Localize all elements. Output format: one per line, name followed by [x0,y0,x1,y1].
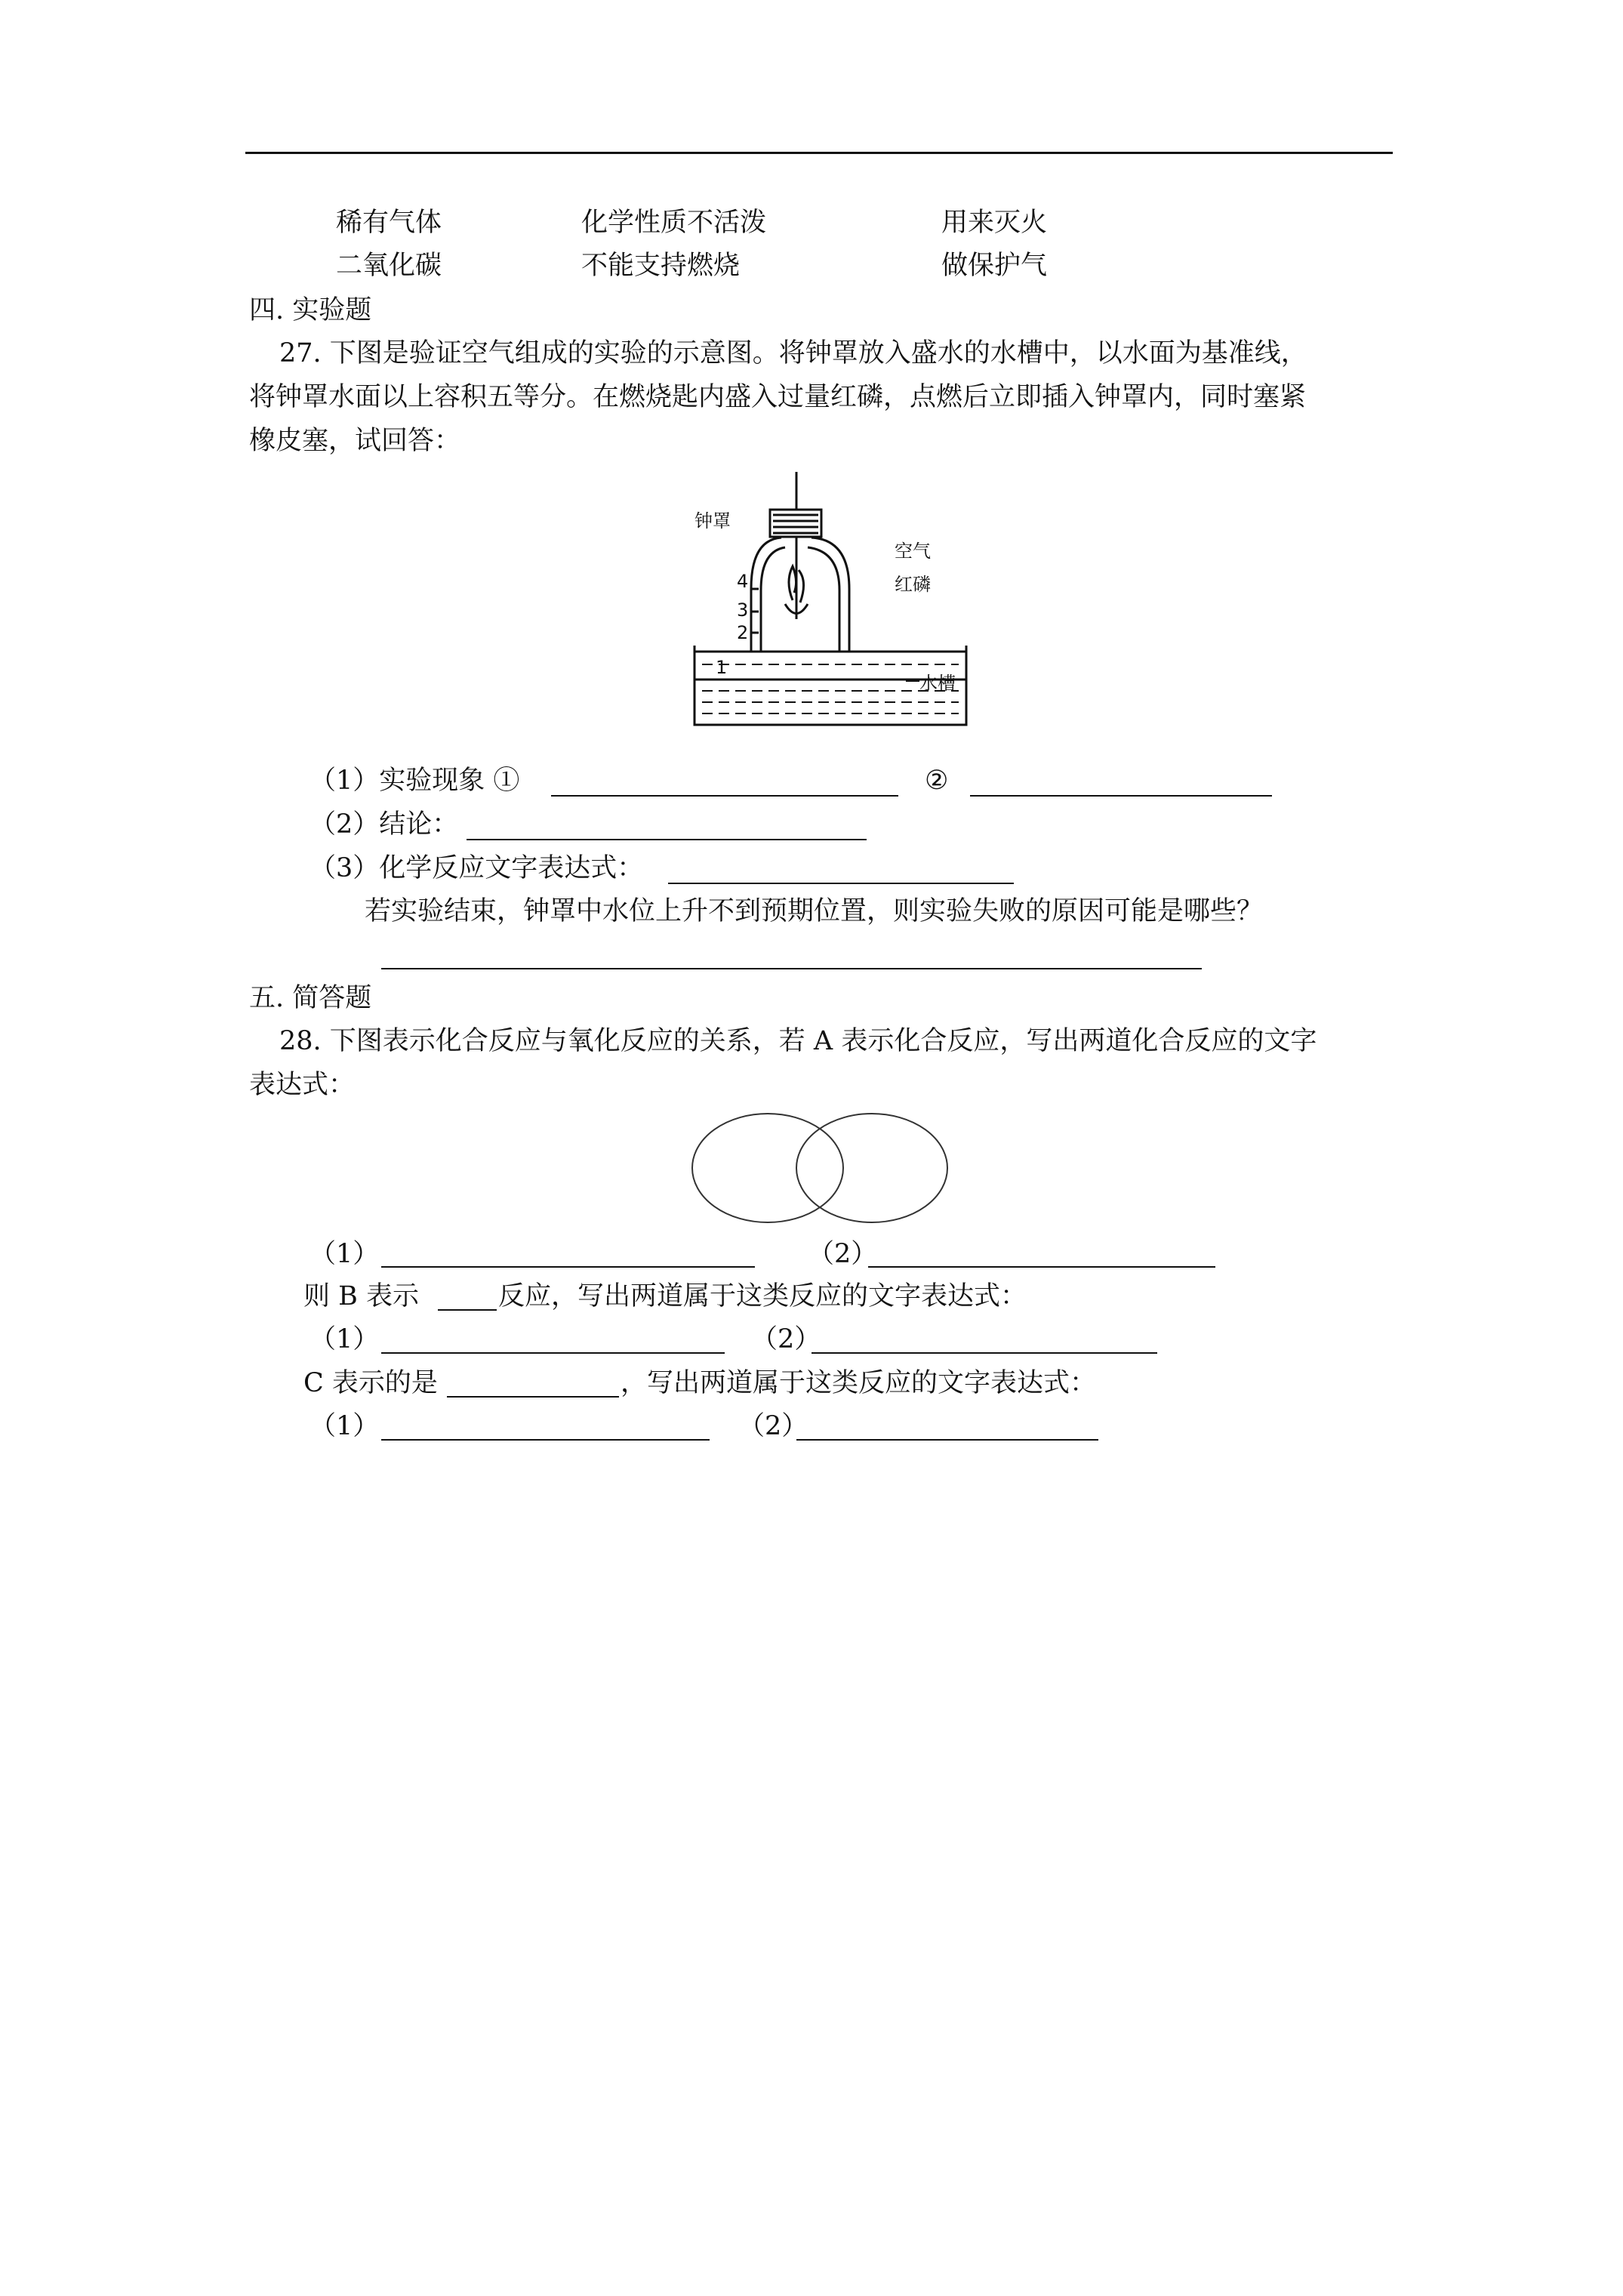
bell-jar-diagram [679,468,1004,755]
answer-label: ② [925,766,949,796]
label-phosphorus: 红磷 [895,574,931,595]
label-trough: 水槽 [919,673,956,694]
answer-label: （2）结论： [310,809,459,840]
table-cell-use: 做保护气 [941,251,1048,281]
answer-label: 则 B 表示 [303,1281,419,1311]
answer-blank[interactable] [668,883,1014,884]
question-text: 若实验结束，钟罩中水位上升不到预期位置，则实验失败的原因可能是哪些？ [365,896,1264,926]
answer-label: （3）化学反应文字表达式： [310,853,644,883]
answer-label: 反应，写出两道属于这类反应的文字表达式： [498,1281,1027,1311]
answer-label: （2） [808,1239,878,1269]
mark-label: 3 [737,599,749,621]
table-cell-use: 用来灭火 [941,208,1048,238]
question-text: 28. 下图表示化合反应与氧化反应的关系，若 A 表示化合反应，写出两道化合反应的文字 [279,1026,1317,1056]
answer-blank[interactable] [381,1266,755,1268]
table-cell-gas: 二氧化碳 [336,251,442,281]
header-rule [245,152,1393,154]
answer-label: （1） [310,1239,380,1269]
section-heading: 五. 简答题 [249,983,372,1013]
answer-blank[interactable] [551,795,898,797]
label-air: 空气 [895,541,931,562]
mark-label: 2 [737,622,749,643]
answer-label: （1） [310,1411,380,1441]
answer-label: （2） [751,1324,821,1354]
answer-label: （1） [310,1324,380,1354]
answer-blank[interactable] [447,1396,619,1398]
answer-blank[interactable] [381,1439,710,1441]
mark-label: 1 [716,657,728,678]
question-text: 27. 下图是验证空气组成的实验的示意图。将钟罩放入盛水的水槽中，以水面为基准线， [279,338,1307,368]
venn-diagram [683,1106,985,1231]
answer-blank[interactable] [796,1439,1098,1441]
answer-blank[interactable] [381,968,1202,969]
question-text: 将钟罩水面以上容积五等分。在燃烧匙内盛入过量红磷，点燃后立即插入钟罩内，同时塞紧 [249,382,1307,412]
answer-blank[interactable] [467,839,867,840]
answer-label: （1）实验现象 ① [310,766,520,796]
question-text: 表达式： [249,1070,356,1100]
answer-blank[interactable] [868,1266,1215,1268]
answer-blank[interactable] [438,1309,497,1311]
answer-label: ，写出两道属于这类反应的文字表达式： [621,1368,1097,1398]
answer-label: （2） [738,1411,808,1441]
section-heading: 四. 实验题 [249,295,372,325]
answer-blank[interactable] [970,795,1272,797]
table-cell-gas: 稀有气体 [336,208,442,238]
answer-blank[interactable] [381,1352,725,1354]
table-cell-property: 不能支持燃烧 [581,251,741,281]
answer-label: C 表示的是 [303,1368,438,1398]
label-bell: 钟罩 [694,510,731,532]
answer-blank[interactable] [812,1352,1157,1354]
question-text: 橡皮塞，试回答： [249,426,461,456]
table-cell-property: 化学性质不活泼 [581,208,767,238]
mark-label: 4 [737,571,749,592]
